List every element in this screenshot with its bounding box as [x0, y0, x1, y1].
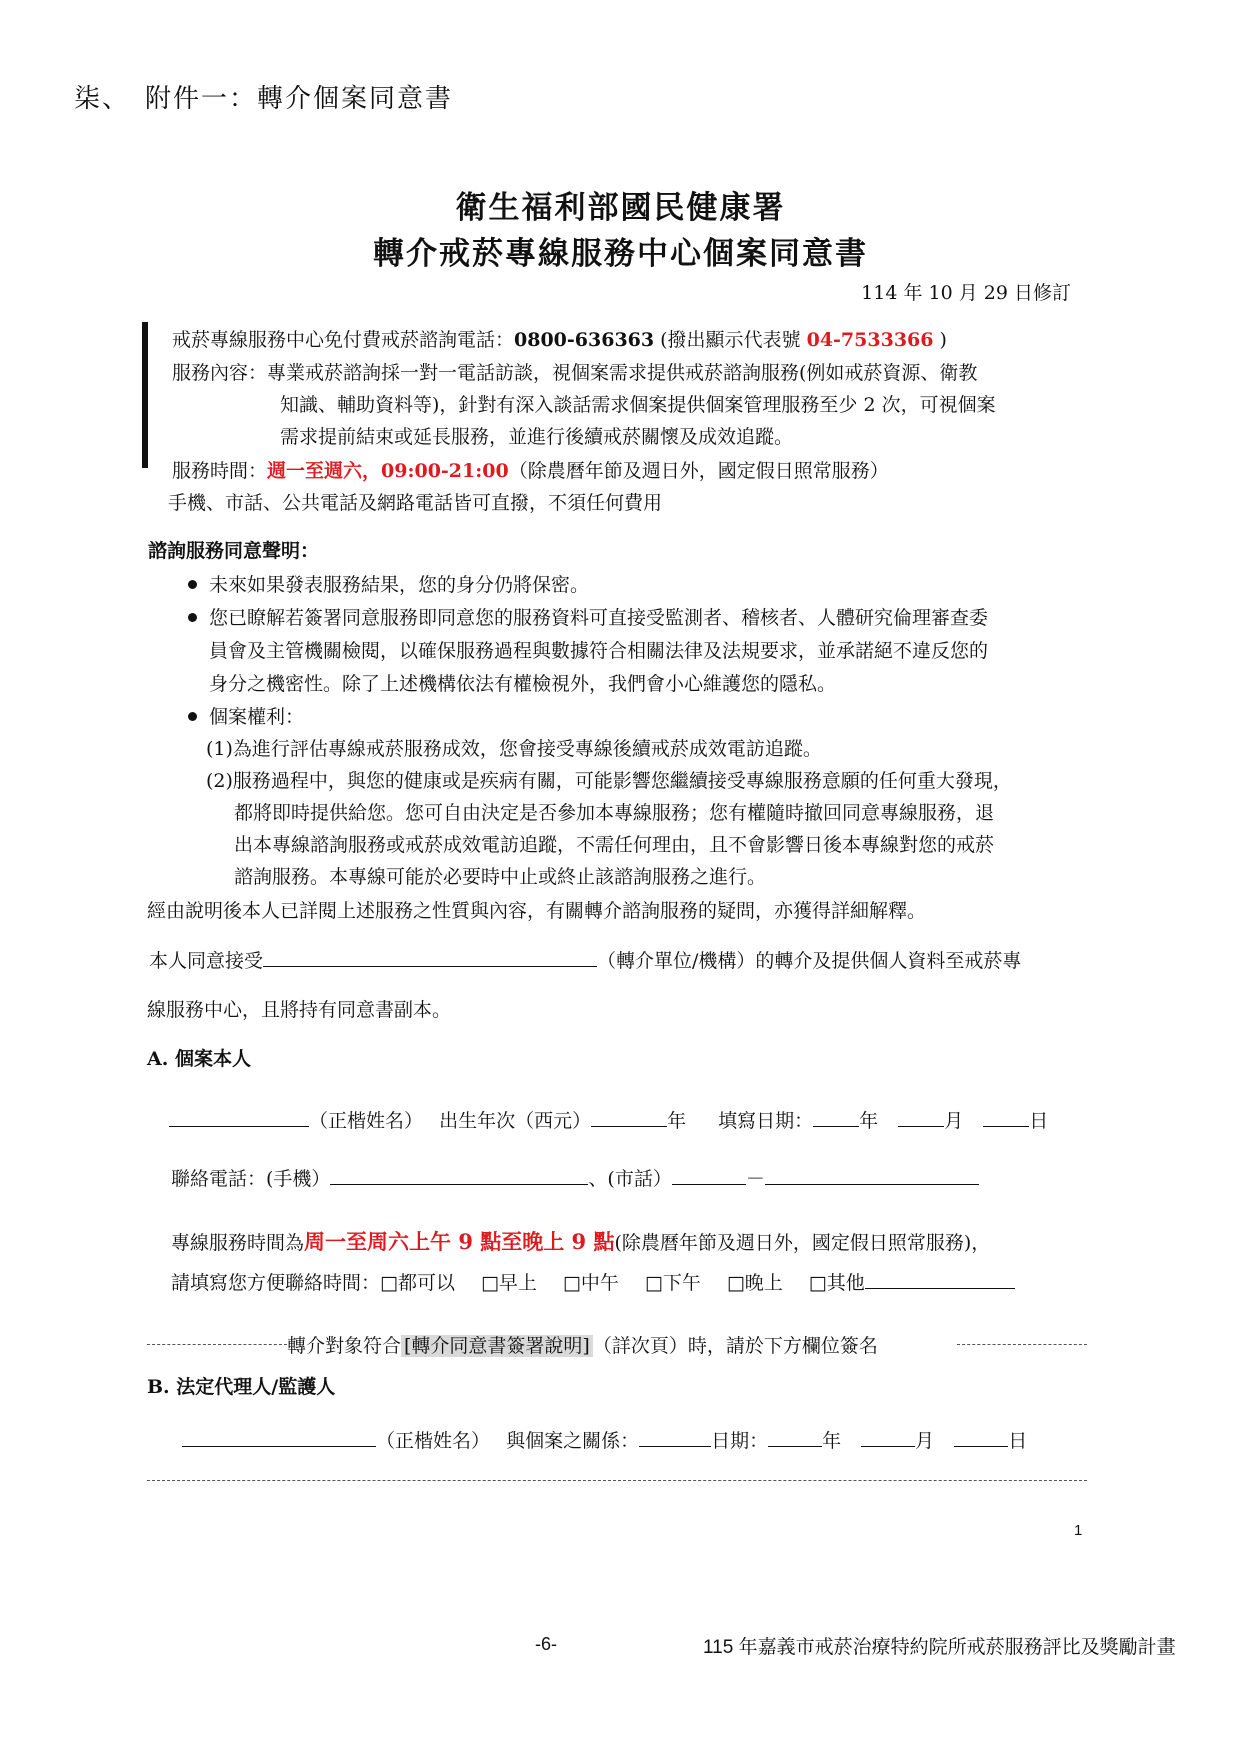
phone-label: 聯絡電話：(手機） — [171, 1168, 331, 1190]
hotline-number: 0800-636363 — [514, 329, 655, 351]
mobile-field[interactable] — [330, 1166, 588, 1185]
consent-bullet-1 — [188, 570, 589, 597]
fill-year-unit: 年 — [859, 1110, 879, 1132]
option-anytime-checkbox[interactable]: □都可以 — [380, 1272, 455, 1294]
birth-year-field[interactable] — [591, 1108, 667, 1127]
hotline-hours-row — [171, 1226, 990, 1256]
revision-date: 114 年 10 月 29 日修訂 — [861, 282, 1071, 304]
hotline-hours-prefix: 專線服務時間為 — [171, 1232, 305, 1254]
divider-right-dash — [957, 1344, 1087, 1345]
divider-text — [287, 1331, 878, 1358]
birth-year-label: 出生年次（西元） — [439, 1110, 592, 1132]
explained-statement: 經由說明後本人已詳閱上述服務之性質與內容，有關轉介諮詢服務的疑問，亦獲得詳細解釋。 — [147, 900, 927, 922]
bullet-1-text: 未來如果發表服務結果，您的身分仍將保密。 — [209, 574, 590, 596]
guardian-month-field[interactable] — [861, 1428, 915, 1447]
service-hours-line — [172, 456, 889, 483]
divider-text-suffix: （詳次頁）時，請於下方欄位簽名 — [592, 1335, 878, 1357]
inner-page-number: 1 — [1074, 1522, 1083, 1539]
guardian-name-field[interactable] — [182, 1428, 376, 1447]
service-content-text1: 專業戒菸諮詢採一對一電話訪談，視個案需求提供戒菸諮詢服務(例如戒菸資源、衛教 — [267, 362, 978, 384]
section-b-row — [182, 1426, 1027, 1453]
consent-bullet-3 — [188, 702, 304, 729]
right-2-line3: 出本專線諮詢服務或戒菸成效電訪追蹤，不需任何理由，且不會影響日後本專線對您的戒菸 — [234, 834, 995, 856]
bullet-dot — [188, 580, 197, 589]
fill-year-field[interactable] — [813, 1108, 859, 1127]
guardian-day-unit: 日 — [1008, 1430, 1028, 1452]
option-noon-checkbox[interactable]: □中午 — [562, 1272, 619, 1294]
fill-month-field[interactable] — [898, 1108, 944, 1127]
landline-number-field[interactable] — [765, 1166, 979, 1185]
agree-line — [149, 946, 1021, 973]
guardian-year-unit: 年 — [822, 1430, 842, 1452]
service-content-line1 — [172, 358, 977, 385]
fill-date-label: 填寫日期： — [718, 1110, 814, 1132]
agree-prefix: 本人同意接受 — [149, 950, 264, 972]
bullet-dot — [188, 613, 197, 622]
agree-suffix: （轉介單位/機構）的轉介及提供個人資料至戒菸專 — [597, 950, 1022, 972]
contact-time-row — [171, 1268, 1015, 1295]
hotline-hours-highlight: 周一至周六上午 9 點至晚上 9 點 — [304, 1229, 615, 1254]
right-2-line2: 都將即時提供給您。您可自由決定是否參加本專線服務；您有權隨時撤回同意專線服務，退 — [234, 802, 995, 824]
fill-day-unit: 日 — [1029, 1110, 1049, 1132]
service-content-label: 服務內容： — [172, 362, 268, 384]
attachment-heading: 柒、 附件一：轉介個案同意書 — [74, 84, 454, 114]
contact-time-label: 請填寫您方便聯絡時間： — [171, 1272, 381, 1294]
section-b-title: B. 法定代理人/監護人 — [147, 1376, 336, 1398]
hotline-line — [172, 325, 947, 352]
option-other-checkbox[interactable]: □其他 — [808, 1272, 865, 1294]
other-time-field[interactable] — [865, 1270, 1015, 1289]
option-evening-checkbox[interactable]: □晚上 — [726, 1272, 783, 1294]
service-content-line2: 知識、輔助資料等)，針對有深入談話需求個案提供個案管理服務至少 2 次，可視個案 — [280, 394, 996, 416]
guardian-day-field[interactable] — [954, 1428, 1008, 1447]
section-a-phone-row — [171, 1164, 979, 1191]
plan-title-footer: 115 年嘉義市戒菸治療特約院所戒菸服務評比及獎勵計畫 — [703, 1637, 1176, 1658]
hotline-prefix: 戒菸專線服務中心免付費戒菸諮詢電話： — [172, 329, 515, 351]
service-content-line3: 需求提前結束或延長服務，並進行後續戒菸關懷及成效追蹤。 — [280, 426, 794, 448]
bullet-2-text1: 您已瞭解若簽署同意服務即同意您的服務資料可直接受監測者、稽核者、人體研究倫理審查委 — [209, 607, 989, 629]
section-a-identity-row — [169, 1106, 1048, 1133]
guardian-name-label: （正楷姓名） — [376, 1430, 491, 1452]
relation-field[interactable] — [639, 1428, 711, 1447]
hotline-mid: (撥出顯示代表號 — [654, 329, 807, 351]
document-title-agency: 衛生福利部國民健康署 — [455, 190, 786, 226]
landline-dash: － — [745, 1168, 765, 1190]
service-hours-value: 週一至週六，09:00-21:00 — [267, 460, 509, 482]
info-side-bar — [142, 322, 148, 468]
right-1: (1)為進行評估專線戒菸服務成效，您會接受專線後續戒菸成效電訪追蹤。 — [206, 738, 822, 760]
hotline-hours-suffix: (除農曆年節及週日外，國定假日照常服務)， — [614, 1232, 991, 1254]
document-title-form: 轉介戒菸專線服務中心個案同意書 — [373, 236, 868, 272]
consent-section-title: 諮詢服務同意聲明： — [148, 540, 320, 562]
fill-day-field[interactable] — [983, 1108, 1029, 1127]
divider-left-dash — [147, 1344, 287, 1345]
option-morning-checkbox[interactable]: □早上 — [480, 1272, 537, 1294]
service-hours-label: 服務時間： — [172, 460, 268, 482]
signing-instructions-link[interactable]: [轉介同意書簽署說明] — [401, 1335, 593, 1357]
service-hours-note: （除農曆年節及週日外，國定假日照常服務） — [508, 460, 889, 482]
birth-year-unit: 年 — [667, 1110, 687, 1132]
bottom-dashed-line — [147, 1480, 1087, 1481]
phones-note: 手機、市話、公共電話及網路電話皆可直撥，不須任何費用 — [168, 492, 663, 514]
hotline-suffix: ) — [933, 329, 947, 351]
bullet-dot — [188, 712, 197, 721]
guardian-date-label: 日期： — [711, 1430, 769, 1452]
name-field[interactable] — [169, 1108, 309, 1127]
landline-area-field[interactable] — [672, 1166, 746, 1185]
landline-label: 、(市話） — [588, 1168, 672, 1190]
display-number: 04-7533366 — [806, 329, 934, 351]
bullet-2-text3: 身分之機密性。除了上述機構依法有權檢視外，我們會小心維護您的隱私。 — [209, 673, 837, 695]
relation-label: 與個案之關係： — [506, 1430, 640, 1452]
referral-unit-field[interactable] — [263, 948, 597, 967]
name-label: （正楷姓名） — [309, 1110, 424, 1132]
agree-line-2: 線服務中心，且將持有同意書副本。 — [147, 999, 452, 1021]
fill-month-unit: 月 — [944, 1110, 964, 1132]
consent-bullet-2 — [188, 603, 988, 630]
bullet-3-text: 個案權利： — [209, 706, 305, 728]
right-2-line4: 諮詢服務。本專線可能於必要時中止或終止該諮詢服務之進行。 — [234, 866, 767, 888]
right-2-line1: (2)服務過程中，與您的健康或是疾病有關，可能影響您繼續接受專線服務意願的任何重大發現， — [206, 770, 1012, 792]
page-number: -6- — [535, 1634, 557, 1654]
guardian-month-unit: 月 — [915, 1430, 935, 1452]
bullet-2-text2: 員會及主管機關檢閱，以確保服務過程與數據符合相關法律及法規要求，並承諾絕不違反您的 — [209, 640, 989, 662]
section-a-title: A. 個案本人 — [147, 1048, 251, 1070]
guardian-year-field[interactable] — [768, 1428, 822, 1447]
option-afternoon-checkbox[interactable]: □下午 — [644, 1272, 701, 1294]
divider-text-prefix: 轉介對象符合 — [287, 1335, 402, 1357]
